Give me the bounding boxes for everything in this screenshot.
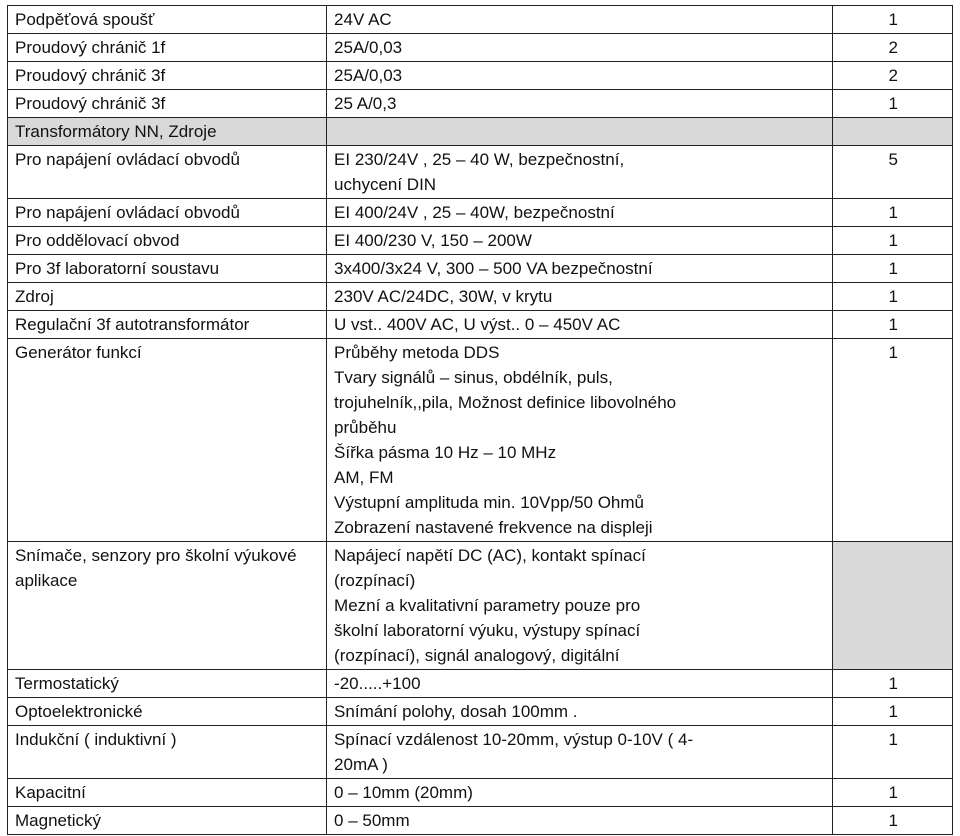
item-quantity-cell: 1 bbox=[833, 779, 953, 807]
spec-line: EI 230/24V , 25 – 40 W, bezpečnostní, bbox=[334, 150, 625, 169]
item-name-cell: Generátor funkcí bbox=[8, 339, 327, 542]
item-quantity-cell: 1 bbox=[833, 807, 953, 835]
table-row bbox=[8, 62, 953, 90]
item-spec-cell bbox=[327, 339, 833, 542]
item-quantity-cell bbox=[833, 542, 953, 670]
table-row bbox=[8, 311, 953, 339]
item-spec-cell bbox=[327, 698, 833, 726]
table-row bbox=[8, 542, 953, 670]
item-spec-cell bbox=[327, 311, 833, 339]
spec-line: (rozpínací) bbox=[334, 571, 416, 590]
item-name-cell: Pro 3f laboratorní soustavu bbox=[8, 255, 327, 283]
item-spec-cell bbox=[327, 283, 833, 311]
spec-line: Spínací vzdálenost 10-20mm, výstup 0-10V ( 4- bbox=[334, 730, 694, 749]
table-row bbox=[8, 90, 953, 118]
item-spec-cell bbox=[327, 542, 833, 670]
spec-line: Mezní a kvalitativní parametry pouze pro bbox=[334, 596, 641, 615]
item-name-cell: Proudový chránič 1f bbox=[8, 34, 327, 62]
item-quantity-cell: 1 bbox=[833, 90, 953, 118]
item-quantity-cell: 1 bbox=[833, 670, 953, 698]
item-spec-cell bbox=[327, 807, 833, 835]
table-body bbox=[8, 6, 953, 835]
table-row bbox=[8, 807, 953, 835]
spec-line: EI 400/24V , 25 – 40W, bezpečnostní bbox=[334, 203, 615, 222]
item-name-cell: Transformátory NN, Zdroje bbox=[8, 118, 327, 146]
table-row bbox=[8, 698, 953, 726]
item-spec-cell bbox=[327, 726, 833, 779]
spec-line bbox=[334, 119, 826, 144]
spec-line: 0 – 10mm (20mm) bbox=[334, 783, 473, 802]
item-name-cell: Proudový chránič 3f bbox=[8, 62, 327, 90]
item-spec-cell bbox=[327, 255, 833, 283]
spec-line: Napájecí napětí DC (AC), kontakt spínací bbox=[334, 546, 646, 565]
spec-line: 230V AC/24DC, 30W, v krytu bbox=[334, 287, 553, 306]
spec-line: 25A/0,03 bbox=[334, 66, 403, 85]
table-row bbox=[8, 199, 953, 227]
spec-line: (rozpínací), signál analogový, digitální bbox=[334, 646, 620, 665]
spec-line: 3x400/3x24 V, 300 – 500 VA bezpečnostní bbox=[334, 259, 653, 278]
item-quantity-cell: 2 bbox=[833, 62, 953, 90]
item-name-cell: Termostatický bbox=[8, 670, 327, 698]
item-name-cell: Optoelektronické bbox=[8, 698, 327, 726]
spec-line: Snímání polohy, dosah 100mm . bbox=[334, 702, 578, 721]
spec-line: trojuhelník,,pila, Možnost definice libovolného bbox=[334, 393, 677, 412]
item-quantity-cell: 5 bbox=[833, 146, 953, 199]
item-spec-cell bbox=[327, 199, 833, 227]
item-name-cell: Snímače, senzory pro školní výukové aplikace bbox=[8, 542, 327, 670]
item-name-cell: Pro napájení ovládací obvodů bbox=[8, 146, 327, 199]
table-row bbox=[8, 34, 953, 62]
table-row bbox=[8, 118, 953, 146]
spec-line: Tvary signálů – sinus, obdélník, puls, bbox=[334, 368, 613, 387]
item-quantity-cell: 1 bbox=[833, 255, 953, 283]
spec-line: 24V AC bbox=[334, 10, 392, 29]
item-name-cell: Regulační 3f autotransformátor bbox=[8, 311, 327, 339]
spec-line: U vst.. 400V AC, U výst.. 0 – 450V AC bbox=[334, 315, 621, 334]
item-spec-cell bbox=[327, 62, 833, 90]
item-spec-cell bbox=[327, 118, 833, 146]
item-quantity-cell: 1 bbox=[833, 311, 953, 339]
item-name-cell: Pro oddělovací obvod bbox=[8, 227, 327, 255]
item-spec-cell bbox=[327, 6, 833, 34]
item-name-cell: Proudový chránič 3f bbox=[8, 90, 327, 118]
spec-line: 25 A/0,3 bbox=[334, 94, 397, 113]
item-quantity-cell: 1 bbox=[833, 227, 953, 255]
table-row bbox=[8, 670, 953, 698]
spec-line: Výstupní amplituda min. 10Vpp/50 Ohmů bbox=[334, 493, 644, 512]
table-row bbox=[8, 779, 953, 807]
table-row bbox=[8, 339, 953, 542]
item-name-cell: Indukční ( induktivní ) bbox=[8, 726, 327, 779]
table-row bbox=[8, 255, 953, 283]
spec-line: průběhu bbox=[334, 418, 397, 437]
spec-line: 25A/0,03 bbox=[334, 38, 403, 57]
item-spec-cell bbox=[327, 146, 833, 199]
table-row bbox=[8, 726, 953, 779]
item-spec-cell bbox=[327, 670, 833, 698]
specification-table bbox=[7, 5, 953, 835]
item-quantity-cell: 1 bbox=[833, 339, 953, 542]
item-spec-cell bbox=[327, 227, 833, 255]
table-row bbox=[8, 146, 953, 199]
item-spec-cell bbox=[327, 779, 833, 807]
item-quantity-cell: 2 bbox=[833, 34, 953, 62]
item-quantity-cell: 1 bbox=[833, 726, 953, 779]
item-name-cell: Zdroj bbox=[8, 283, 327, 311]
spec-line: AM, FM bbox=[334, 468, 394, 487]
spec-line: EI 400/230 V, 150 – 200W bbox=[334, 231, 532, 250]
spec-line: školní laboratorní výuku, výstupy spínací bbox=[334, 621, 641, 640]
item-spec-cell bbox=[327, 34, 833, 62]
spec-line: uchycení DIN bbox=[334, 175, 437, 194]
item-quantity-cell: 1 bbox=[833, 199, 953, 227]
table-row bbox=[8, 6, 953, 34]
item-name-cell: Kapacitní bbox=[8, 779, 327, 807]
spec-line: Zobrazení nastavené frekvence na displeji bbox=[334, 518, 653, 537]
spec-line: -20.....+100 bbox=[334, 674, 421, 693]
spec-line: 20mA ) bbox=[334, 755, 388, 774]
item-spec-cell bbox=[327, 90, 833, 118]
table-row bbox=[8, 283, 953, 311]
item-quantity-cell: 1 bbox=[833, 283, 953, 311]
spec-line: Průběhy metoda DDS bbox=[334, 343, 500, 362]
item-quantity-cell bbox=[833, 118, 953, 146]
spec-line: Šířka pásma 10 Hz – 10 MHz bbox=[334, 443, 557, 462]
item-name-cell: Pro napájení ovládací obvodů bbox=[8, 199, 327, 227]
item-quantity-cell: 1 bbox=[833, 698, 953, 726]
item-name-cell: Magnetický bbox=[8, 807, 327, 835]
item-quantity-cell: 1 bbox=[833, 6, 953, 34]
table-row bbox=[8, 227, 953, 255]
item-name-cell: Podpěťová spoušť bbox=[8, 6, 327, 34]
spec-line: 0 – 50mm bbox=[334, 811, 410, 830]
